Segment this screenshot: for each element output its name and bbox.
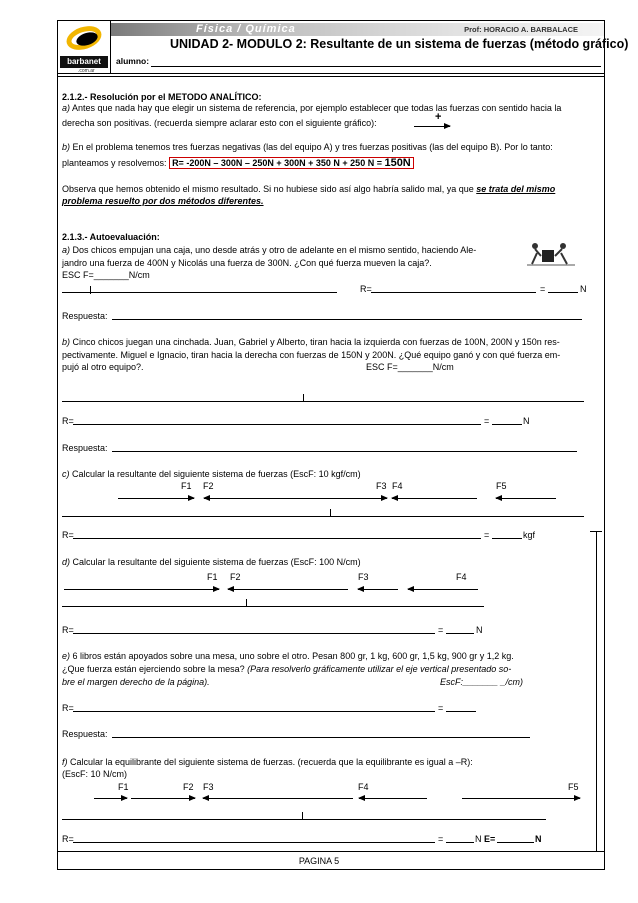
exercise-a-r-label: R= [360, 284, 372, 294]
footer-rule [58, 851, 604, 852]
exercise-a-line1 [62, 245, 476, 256]
exercise-a-text1: Dos chicos empujan una caja, uno desde atrás y otro de adelante en el mismo sentido, haciendo Ale- [70, 245, 477, 255]
exercise-c-f1-arrow [118, 498, 194, 499]
section-212-heading: 2.1.2.- Resolución por el METODO ANALÍTICO: [62, 92, 262, 102]
exercise-d-f4-arrow [408, 589, 478, 590]
exercise-a-equals: = [540, 284, 546, 294]
exercise-d-drawing-line[interactable] [62, 606, 484, 607]
exercise-c-drawing-line[interactable] [62, 516, 584, 517]
exercise-c-line [62, 469, 361, 480]
exercise-c-r-field[interactable] [73, 538, 481, 539]
exercise-f-e-unit: N [535, 834, 542, 844]
observation-line2: problema resuelto por dos métodos diferentes. [62, 196, 264, 206]
exercise-c-prefix: c) [62, 469, 70, 479]
item-b-prefix: b) [62, 142, 71, 152]
exercise-b-line2: pectivamente. Miguel e Ignacio, tiran hacia la derecha con fuerzas de 150N y 200N. ¿Qué equipo ganó y con qué fuerza em- [62, 350, 561, 360]
exercise-d-f1-arrow [64, 589, 219, 590]
exercise-a-drawing-line[interactable] [62, 292, 337, 293]
section-212-b-line1 [62, 142, 553, 153]
exercise-f-origin-tick [302, 812, 303, 820]
exercise-c-f2-arrow [204, 498, 369, 499]
exercise-f-r-field[interactable] [73, 842, 435, 843]
exercise-a-answer-field[interactable] [112, 319, 582, 320]
exercise-f-f4-arrow [359, 798, 427, 799]
exercise-a-r-field[interactable] [371, 292, 536, 293]
logo-wordmark: barbanet [60, 56, 108, 68]
student-name-field[interactable] [151, 66, 601, 67]
exercise-e-r-field[interactable] [73, 711, 435, 712]
exercise-d-f2-label: F2 [230, 572, 241, 582]
exercise-c-f2-label: F2 [203, 481, 214, 491]
kids-pushing-box-illustration [527, 240, 575, 266]
observation-line1 [62, 184, 555, 195]
observation-emphasis1: se trata del mismo [476, 184, 556, 194]
barbanet-logo [58, 21, 111, 73]
exercise-c-r-label: R= [62, 530, 74, 540]
exercise-e-line3: bre el margen derecho de la página). [62, 677, 210, 687]
exercise-b-origin-tick [303, 394, 304, 402]
exercise-f-scale: (EscF: 10 N/cm) [62, 769, 128, 779]
exercise-d-f2-arrow [228, 589, 348, 590]
exercise-a-origin-tick [90, 286, 91, 294]
exercise-b-scale: ESC F=_______N/cm [366, 362, 454, 372]
exercise-d-value-field[interactable] [446, 633, 474, 634]
exercise-c-value-field[interactable] [492, 538, 522, 539]
exercise-f-f3-arrow [203, 798, 353, 799]
exercise-f-f5-arrow [462, 798, 580, 799]
exercise-d-r-label: R= [62, 625, 74, 635]
page-number: PAGINA 5 [298, 856, 340, 866]
exercise-a-prefix: a) [62, 245, 71, 255]
exercise-d-unit: N [476, 625, 483, 635]
student-label: alumno: [116, 56, 150, 66]
exercise-d-text: Calcular la resultante del siguiente sistema de fuerzas (EscF: 100 N/cm) [70, 557, 361, 567]
section-212-a-line1 [62, 103, 561, 114]
exercise-d-line [62, 557, 361, 568]
exercise-b-prefix: b) [62, 337, 71, 347]
exercise-a-value-field[interactable] [548, 292, 578, 293]
exercise-e-line2 [62, 664, 511, 675]
exercise-f-unit: N [475, 834, 482, 844]
exercise-f-line [62, 757, 473, 768]
exercise-c-f3-arrow [357, 498, 387, 499]
exercise-b-text1: Cinco chicos juegan una cinchada. Juan, Gabriel y Alberto, tiran hacia la izquierda con fuerzas de 100N, 200N y 150n res- [70, 337, 560, 347]
exercise-d-origin-tick [246, 599, 247, 607]
analytic-formula: R= -200N – 300N – 250N + 300N + 350 N + 250 N = [172, 158, 385, 168]
header-rule-2 [58, 76, 604, 77]
exercise-e-prefix: e) [62, 651, 71, 661]
exercise-c-f4-label: F4 [392, 481, 403, 491]
exercise-e-r-label: R= [62, 703, 74, 713]
unit-title: UNIDAD 2- MODULO 2: Resultante de un sistema de fuerzas (método gráfico) [170, 37, 629, 51]
vertical-axis[interactable] [596, 531, 597, 851]
section-212-a-line2: derecha son positivas. (recuerda siempre aclarar esto con el siguiente gráfico): [62, 118, 377, 128]
exercise-f-prefix: f) [62, 757, 68, 767]
exercise-e-text2b: (Para resolverlo gráficamente utilizar el eje vertical presentado so- [247, 664, 512, 674]
exercise-d-f3-arrow [358, 589, 398, 590]
exercise-f-f2-label: F2 [183, 782, 194, 792]
exercise-c-unit: kgf [523, 530, 536, 540]
exercise-d-f4-label: F4 [456, 572, 467, 582]
analytic-formula-box [169, 157, 414, 169]
exercise-a-unit: N [580, 284, 587, 294]
exercise-b-answer-label: Respuesta: [62, 443, 108, 453]
exercise-b-line1 [62, 337, 560, 348]
plus-sign: + [435, 111, 442, 123]
vertical-axis-top-tick [590, 531, 602, 532]
exercise-a-scale: ESC F=_______N/cm [62, 270, 150, 280]
exercise-f-e-field[interactable] [497, 842, 534, 843]
exercise-d-f1-label: F1 [207, 572, 218, 582]
header-rule [58, 73, 604, 74]
exercise-d-r-field[interactable] [73, 633, 435, 634]
exercise-e-scale: EscF:_______ _/cm) [440, 677, 524, 687]
item-a-text1: Antes que nada hay que elegir un sistema de referencia, por ejemplo establecer que todas las fuerzas con sentido hacia la [70, 103, 562, 113]
exercise-f-f4-label: F4 [358, 782, 369, 792]
exercise-e-text1: 6 libros están apoyados sobre una mesa, uno sobre el otro. Pesan 800 gr, 1 kg, 600 gr, 1,5 kg, 900 gr y 1,2 kg. [70, 651, 514, 661]
subject-band [111, 23, 604, 36]
section-213-heading: 2.1.3.- Autoevaluación: [62, 232, 160, 242]
exercise-e-text2a: ¿Que fuerza están ejerciendo sobre la mesa? [62, 664, 248, 674]
exercise-b-value-field[interactable] [492, 424, 522, 425]
exercise-f-drawing-line[interactable] [62, 819, 546, 820]
section-212-b-line2 [62, 158, 414, 169]
exercise-f-f2-arrow [131, 798, 195, 799]
exercise-e-answer-field[interactable] [112, 737, 530, 738]
exercise-f-f3-label: F3 [203, 782, 214, 792]
item-b-text2: planteamos y resolvemos: [62, 158, 167, 168]
exercise-f-value-field[interactable] [446, 842, 474, 843]
exercise-f-r-label: R= [62, 834, 74, 844]
exercise-b-unit: N [523, 416, 530, 426]
exercise-c-f5-label: F5 [496, 481, 507, 491]
exercise-b-r-label: R= [62, 416, 74, 426]
exercise-f-e-label: E= [484, 834, 496, 844]
positive-direction-arrow [414, 126, 450, 127]
exercise-a-answer-label: Respuesta: [62, 311, 108, 321]
exercise-d-prefix: d) [62, 557, 71, 567]
exercise-e-answer-label: Respuesta: [62, 729, 108, 739]
exercise-f-text: Calcular la equilibrante del siguiente sistema de fuerzas. (recuerda que la equilibrante es igual a –R): [67, 757, 473, 767]
exercise-c-text: Calcular la resultante del siguiente sistema de fuerzas (EscF: 10 kgf/cm) [69, 469, 361, 479]
exercise-e-value-field[interactable] [446, 711, 476, 712]
exercise-c-f4-arrow [392, 498, 477, 499]
analytic-result: 150N [384, 157, 411, 169]
professor-name: Prof: HORACIO A. BARBALACE [464, 25, 578, 34]
subject-title: Física / Química [196, 23, 296, 35]
exercise-e-line1 [62, 651, 514, 662]
exercise-c-f3-label: F3 [376, 481, 387, 491]
logo-subtext: .com.ar [78, 68, 95, 74]
exercise-f-f1-arrow [94, 798, 127, 799]
exercise-b-answer-field[interactable] [112, 451, 577, 452]
item-a-prefix: a) [62, 103, 71, 113]
exercise-d-f3-label: F3 [358, 572, 369, 582]
exercise-c-f1-label: F1 [181, 481, 192, 491]
observation-text1: Observa que hemos obtenido el mismo resultado. Si no hubiese sido así algo habría salido mal, ya que [62, 184, 477, 194]
exercise-c-origin-tick [330, 509, 331, 517]
worksheet-header [58, 21, 629, 85]
exercise-c-f5-arrow [496, 498, 556, 499]
exercise-a-line2: jandro una fuerza de 400N y Nicolás una fuerza de 300N. ¿Con qué fuerza mueven la caja?. [62, 258, 432, 268]
exercise-b-r-field[interactable] [73, 424, 481, 425]
exercise-f-f1-label: F1 [118, 782, 129, 792]
exercise-b-drawing-line[interactable] [62, 401, 584, 402]
student-row [111, 55, 604, 69]
exercise-b-line3: pujó al otro equipo?. [62, 362, 144, 372]
item-b-text1: En el problema tenemos tres fuerzas negativas (las del equipo A) y tres fuerzas positivas (las del equipo B). Por lo tanto: [70, 142, 553, 152]
exercise-f-f5-label: F5 [568, 782, 579, 792]
